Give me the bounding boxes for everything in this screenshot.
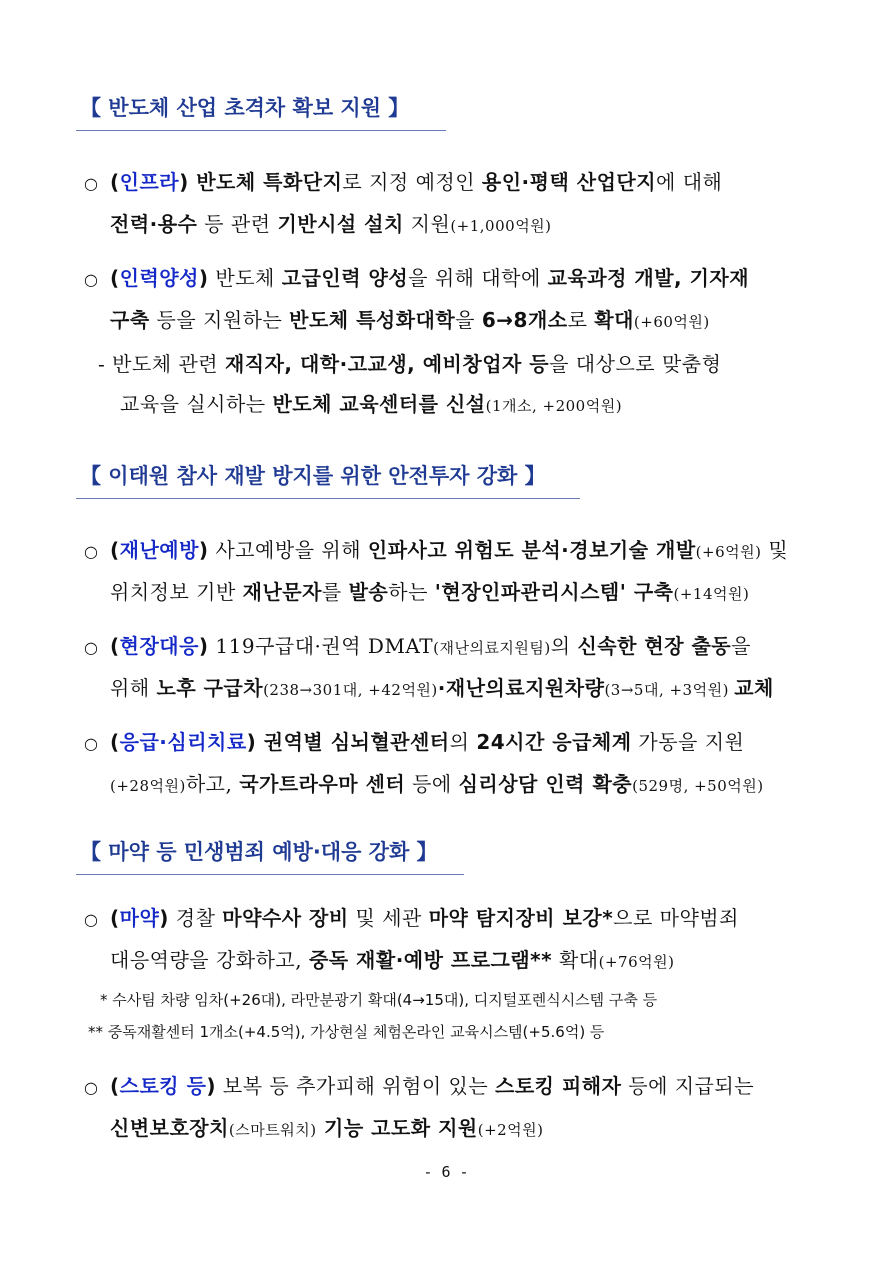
section-title-crime: 【 마약 등 민생범죄 예방·대응 강화 】 [76, 834, 464, 875]
item-heading: (재난예방) [110, 538, 209, 562]
list-item-stalking: ○ (스토킹 등) 보복 등 추가피해 위험이 있는 스토킹 피해자 등에 지급되는 신변보호장치(스마트워치) 기능 고도화 지원(+2억원) [84, 1066, 804, 1150]
circle-bullet: ○ [84, 638, 99, 657]
item-heading: (인력양성) [110, 266, 209, 290]
circle-bullet: ○ [84, 174, 99, 193]
sub-item-education-center: - 반도체 관련 재직자, 대학·고교생, 예비창업자 등을 대상으로 맞춤형 교육을 실시하는 반도체 교육센터를 신설(1개소, +200억원) [98, 352, 722, 416]
list-item-disaster-prevention: ○ (재난예방) 사고예방을 위해 인파사고 위험도 분석·경보기술 개발(+6억원) 및 위치정보 기반 재난문자를 발송하는 '현장인파관리시스템' 구축(+14억원) [84, 530, 804, 614]
list-item-workforce: ○ (인력양성) 반도체 고급인력 양성을 위해 대학에 교육과정 개발, 기자재 구축 등을 지원하는 반도체 특성화대학을 6→8개소로 확대(+60억원) [84, 258, 804, 342]
circle-bullet: ○ [84, 270, 99, 289]
item-heading: (응급·심리치료) [110, 730, 264, 754]
section-title-semiconductor: 【 반도체 산업 초격차 확보 지원 】 [76, 90, 446, 131]
section-title-safety: 【 이태원 참사 재발 방지를 위한 안전투자 강화 】 [76, 458, 580, 499]
item-heading: (마약) [110, 906, 169, 930]
page-number: - 6 - [423, 1163, 469, 1181]
list-item-infrastructure: ○ (인프라) 반도체 특화단지로 지정 예정인 용인·평택 산업단지에 대해 전력·용수 등 관련 기반시설 설치 지원(+1,000억원) [84, 162, 804, 246]
footnote-1: * 수사팀 차량 임차(+26대), 라만분광기 확대(4→15대), 디지털포렌식시스템 구축 등 [100, 991, 658, 1009]
list-item-emergency-care: ○ (응급·심리치료) 권역별 심뇌혈관센터의 24시간 응급체계 가동을 지원 (+28억원)하고, 국가트라우마 센터 등에 심리상담 인력 확충(529명, +50억원) [84, 722, 804, 806]
circle-bullet: ○ [84, 910, 99, 929]
circle-bullet: ○ [84, 1078, 99, 1097]
circle-bullet: ○ [84, 734, 99, 753]
dash-bullet: - [98, 352, 113, 376]
item-heading: (현장대응) [110, 634, 209, 658]
list-item-drugs: ○ (마약) 경찰 마약수사 장비 및 세관 마약 탐지장비 보강*으로 마약범죄 대응역량을 강화하고, 중독 재활·예방 프로그램** 확대(+76억원) [84, 898, 804, 982]
circle-bullet: ○ [84, 542, 99, 561]
list-item-field-response: ○ (현장대응) 119구급대·권역 DMAT(재난의료지원팀)의 신속한 현장 출동을 위해 노후 구급차(238→301대, +42억원)·재난의료지원차량(3→5대, +3억원) 교체 [84, 626, 804, 710]
footnote-2: ** 중독재활센터 1개소(+4.5억), 가상현실 체험온라인 교육시스템(+5.6억) 등 [88, 1023, 605, 1041]
item-heading: (인프라) [110, 170, 197, 194]
item-heading: (스토킹 등) [110, 1074, 217, 1098]
